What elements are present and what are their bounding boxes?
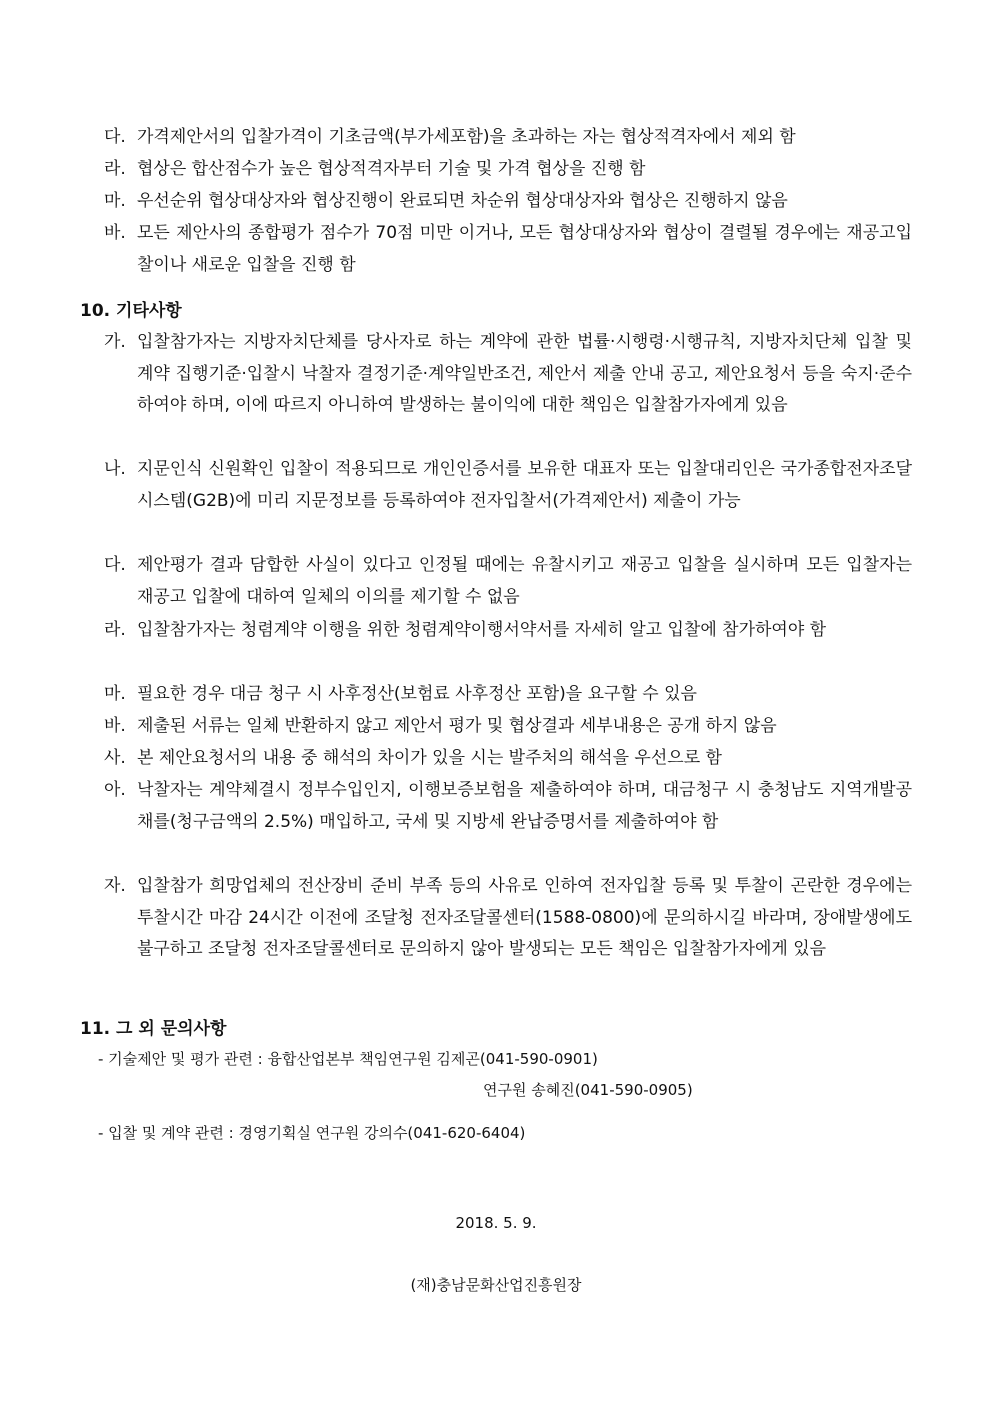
section-heading-11: 11. 그 외 문의사항 [80,1019,227,1039]
contact-tech: - 기술제안 및 평가 관련 : 융합산업본부 책임연구원 김제곤(041-590-0901) [98,1050,598,1068]
item-marker: 가. [104,332,126,352]
item-text: 모든 제안사의 종합평가 점수가 70점 미만 이거나, 모든 협상대상자와 협상이 결렬될 경우에는 재공고입찰이나 새로운 입찰을 진행 함 [137,223,912,275]
item-marker: 다. [104,127,126,147]
item-marker: 바. [104,716,126,736]
item-marker: 나. [104,459,126,479]
contact-tech-second: 연구원 송혜진(041-590-0905) [483,1081,693,1099]
item-text: 제출된 서류는 일체 반환하지 않고 제안서 평가 및 협상결과 세부내용은 공개 하지 않음 [137,716,777,736]
item-text: 필요한 경우 대금 청구 시 사후정산(보험료 사후정산 포함)을 요구할 수 있음 [137,684,697,704]
list-item [104,775,912,838]
item-text: 입찰참가자는 지방자치단체를 당사자로 하는 계약에 관한 법률·시행령·시행규칙, 지방자치단체 입찰 및 계약 집행기준·입찰시 낙찰자 결정기준·계약일반조건, 제안서 제출 안내 공고, 제안요청서 등을 숙지·준수하여야 하며, 이에 따르지 아니하여 발생하는 불이익에 대한 책임은 입찰참가자에게 있음 [137,332,912,415]
list-item [104,550,912,613]
item-marker: 바. [104,223,126,243]
list-item [104,454,912,517]
item-marker: 다. [104,555,126,575]
list-item [104,154,912,186]
item-marker: 마. [104,191,126,211]
list-item [104,871,912,966]
list-item [104,679,912,711]
item-text: 지문인식 신원확인 입찰이 적용되므로 개인인증서를 보유한 대표자 또는 입찰대리인은 국가종합전자조달시스템(G2B)에 미리 지문정보를 등록하여야 전자입찰서(가격제안서) 제출이 가능 [137,459,912,511]
list-item [104,186,912,218]
item-marker: 아. [104,780,126,800]
item-text: 낙찰자는 계약체결시 정부수입인지, 이행보증보험을 제출하여야 하며, 대금청구 시 충청남도 지역개발공채를(청구금액의 2.5%) 매입하고, 국세 및 지방세 완납증명서를 제출하여야 함 [137,780,912,832]
list-item [104,711,912,743]
item-marker: 자. [104,876,126,896]
item-text: 협상은 합산점수가 높은 협상적격자부터 기술 및 가격 협상을 진행 함 [137,159,646,179]
item-text: 본 제안요청서의 내용 중 해석의 차이가 있을 시는 발주처의 해석을 우선으로 함 [137,748,722,768]
list-item [104,327,912,422]
contact-contract: - 입찰 및 계약 관련 : 경영기획실 연구원 강의수(041-620-6404) [98,1124,526,1142]
item-text: 제안평가 결과 담합한 사실이 있다고 인정될 때에는 유찰시키고 재공고 입찰을 실시하며 모든 입찰자는 재공고 입찰에 대하여 일체의 이의를 제기할 수 없음 [137,555,912,607]
item-text: 입찰참가 희망업체의 전산장비 준비 부족 등의 사유로 인하여 전자입찰 등록 및 투찰이 곤란한 경우에는 투찰시간 마감 24시간 이전에 조달청 전자조달콜센터(1588-0800)에 문의하시길 바라며, 장애발생에도 불구하고 조달청 전자조달콜센터로 문의하지 않아 발생되는 모든 책임은 입찰참가자에게 있음 [137,876,912,959]
item-text: 입찰참가자는 청렴계약 이행을 위한 청렴계약이행서약서를 자세히 알고 입찰에 참가하여야 함 [137,620,827,640]
list-item [104,743,912,775]
list-item [104,615,912,647]
issuing-organization: (재)충남문화산업진흥원장 [410,1276,582,1294]
list-item [104,122,912,154]
item-marker: 라. [104,159,126,179]
item-marker: 마. [104,684,126,704]
list-item [104,218,912,281]
item-marker: 사. [104,748,126,768]
section-heading-10: 10. 기타사항 [80,301,182,321]
item-text: 우선순위 협상대상자와 협상진행이 완료되면 차순위 협상대상자와 협상은 진행하지 않음 [137,191,788,211]
item-marker: 라. [104,620,126,640]
item-text: 가격제안서의 입찰가격이 기초금액(부가세포함)을 초과하는 자는 협상적격자에서 제외 함 [137,127,796,147]
document-date: 2018. 5. 9. [455,1214,537,1232]
